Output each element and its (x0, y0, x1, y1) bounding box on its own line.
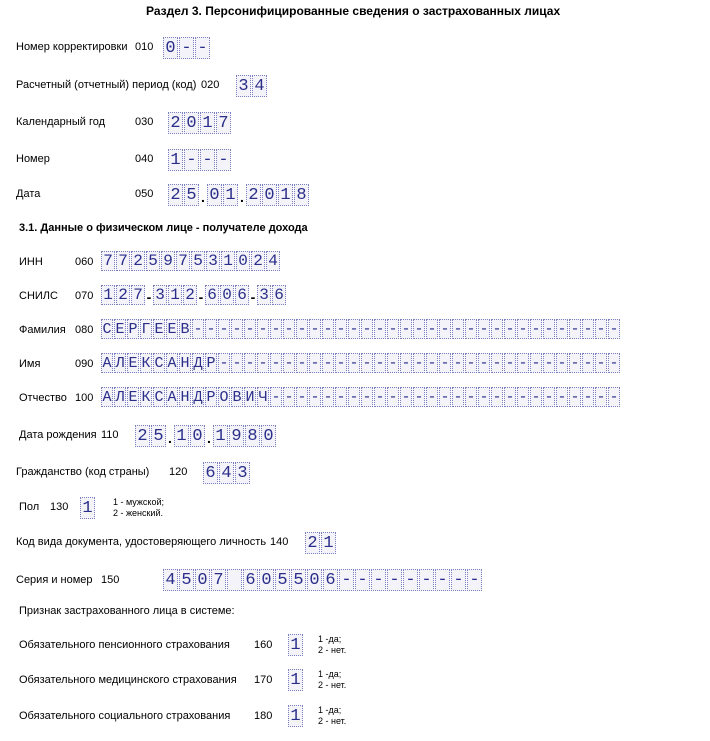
char-cell[interactable]: - (362, 388, 372, 406)
char-cell[interactable]: - (200, 149, 215, 171)
char-cell[interactable]: 5 (275, 569, 290, 591)
char-cell[interactable]: 2 (168, 112, 183, 134)
char-cell[interactable]: 7 (101, 251, 115, 271)
char-cell[interactable]: - (349, 320, 359, 338)
surname-code: 080 (75, 324, 94, 336)
char-cell[interactable]: 0 (190, 425, 205, 447)
snils-cells[interactable] (101, 285, 287, 305)
char-cell[interactable]: - (531, 388, 541, 406)
separator: . (240, 189, 244, 205)
char-cell[interactable] (227, 569, 242, 591)
char-cell[interactable]: - (371, 569, 386, 591)
char-cell[interactable]: - (427, 388, 437, 406)
citizenship-label: Гражданство (код страны) (16, 466, 150, 478)
char-cell[interactable]: И (245, 388, 255, 406)
char-cell[interactable]: 9 (161, 251, 175, 271)
char-cell[interactable]: 5 (191, 251, 205, 271)
char-cell[interactable]: - (479, 354, 489, 372)
medical-cells[interactable] (288, 669, 304, 691)
medical-code: 170 (254, 674, 273, 686)
char-cell[interactable]: - (401, 320, 411, 338)
char-cell[interactable]: - (492, 388, 502, 406)
char-cell[interactable]: - (570, 388, 580, 406)
snils-code: 070 (75, 290, 94, 302)
char-cell[interactable]: 8 (245, 425, 260, 447)
char-cell[interactable]: 1 (288, 634, 303, 656)
char-cell[interactable]: - (195, 37, 210, 59)
separator: - (198, 289, 204, 305)
correction-cells[interactable] (163, 37, 211, 59)
year-cells[interactable] (168, 112, 232, 134)
char-cell[interactable]: - (232, 354, 242, 372)
char-cell[interactable]: Г (141, 320, 151, 338)
char-cell[interactable]: - (596, 320, 606, 338)
char-cell[interactable]: - (505, 388, 515, 406)
char-cell[interactable]: 2 (251, 251, 265, 271)
char-cell[interactable]: 0 (261, 425, 276, 447)
char-cell[interactable]: 0 (259, 569, 274, 591)
char-cell[interactable]: - (414, 388, 424, 406)
char-cell[interactable]: 4 (266, 251, 280, 271)
char-cell[interactable]: - (467, 569, 482, 591)
citizenship-cells[interactable] (203, 462, 251, 484)
char-cell[interactable]: 6 (323, 569, 338, 591)
char-cell[interactable]: - (557, 354, 567, 372)
char-cell[interactable]: 0 (163, 37, 178, 59)
char-cell[interactable]: 0 (262, 184, 277, 206)
char-cell[interactable]: Л (115, 388, 125, 406)
char-cell[interactable]: - (388, 320, 398, 338)
char-cell[interactable]: - (479, 320, 489, 338)
patronymic-label: Отчество (19, 392, 67, 404)
char-cell[interactable]: 2 (246, 184, 261, 206)
char-cell[interactable]: - (531, 354, 541, 372)
char-cell[interactable]: 3 (235, 462, 250, 484)
social-cells[interactable] (288, 705, 304, 727)
char-cell[interactable]: - (596, 354, 606, 372)
medical-label: Обязательного медицинского страхования (19, 674, 237, 686)
char-cell[interactable]: - (206, 320, 216, 338)
char-cell[interactable]: 3 (257, 285, 271, 305)
series-label: Серия и номер (16, 574, 93, 586)
char-cell[interactable]: 0 (220, 285, 234, 305)
char-cell[interactable]: - (245, 354, 255, 372)
char-cell[interactable]: 7 (116, 251, 130, 271)
char-cell[interactable]: - (544, 320, 554, 338)
char-cell[interactable]: - (216, 149, 231, 171)
char-cell[interactable]: Е (128, 354, 138, 372)
pension-note-1: 1 -да; (318, 634, 342, 644)
period-code: 020 (201, 79, 220, 91)
year-code: 030 (135, 116, 154, 128)
char-cell[interactable]: - (518, 320, 528, 338)
char-cell[interactable]: 5 (291, 569, 306, 591)
surname-cells[interactable] (101, 319, 621, 339)
char-cell[interactable]: Л (115, 354, 125, 372)
char-cell[interactable]: С (154, 388, 164, 406)
char-cell[interactable]: 0 (207, 184, 222, 206)
period-label: Расчетный (отчетный) период (код) (16, 79, 197, 91)
birthdate-label: Дата рождения (19, 429, 97, 441)
char-cell[interactable]: - (336, 354, 346, 372)
doc-type-label: Код вида документа, удостоверяющего личность (16, 536, 267, 548)
char-cell[interactable]: - (375, 320, 385, 338)
birthdate-cells[interactable] (135, 425, 277, 447)
char-cell[interactable]: 2 (183, 285, 197, 305)
char-cell[interactable]: 5 (184, 184, 199, 206)
char-cell[interactable]: - (419, 569, 434, 591)
char-cell[interactable]: - (193, 320, 203, 338)
char-cell[interactable]: С (102, 320, 112, 338)
patronymic-code: 100 (75, 392, 94, 404)
char-cell[interactable]: 1 (101, 285, 115, 305)
char-cell[interactable]: К (141, 388, 151, 406)
char-cell[interactable]: 2 (131, 251, 145, 271)
char-cell[interactable]: - (451, 569, 466, 591)
char-cell[interactable]: - (297, 388, 307, 406)
char-cell[interactable]: - (435, 569, 450, 591)
separator: - (146, 289, 152, 305)
char-cell[interactable]: 1 (288, 669, 303, 691)
patronymic-cells[interactable] (101, 387, 621, 407)
char-cell[interactable]: - (349, 388, 359, 406)
char-cell[interactable]: - (557, 320, 567, 338)
doc-type-cells[interactable] (305, 532, 337, 554)
char-cell[interactable]: - (336, 320, 346, 338)
date-cells[interactable] (168, 184, 310, 206)
char-cell[interactable]: 2 (116, 285, 130, 305)
char-cell[interactable]: 3 (236, 75, 251, 97)
char-cell[interactable]: 5 (151, 425, 166, 447)
char-cell[interactable]: - (492, 320, 502, 338)
char-cell[interactable]: 0 (184, 112, 199, 134)
char-cell[interactable]: Е (128, 388, 138, 406)
char-cell[interactable]: - (388, 354, 398, 372)
char-cell[interactable]: - (453, 388, 463, 406)
inn-cells[interactable] (101, 251, 281, 271)
char-cell[interactable]: Р (206, 388, 216, 406)
char-cell[interactable]: - (271, 354, 281, 372)
period-cells[interactable] (236, 75, 268, 97)
char-cell[interactable]: - (401, 388, 411, 406)
separator: . (201, 189, 205, 205)
char-cell[interactable]: 6 (235, 285, 249, 305)
char-cell[interactable]: - (284, 388, 294, 406)
char-cell[interactable]: - (362, 320, 372, 338)
social-code: 180 (254, 710, 273, 722)
char-cell[interactable]: - (440, 354, 450, 372)
char-cell[interactable]: - (414, 354, 424, 372)
char-cell[interactable]: - (310, 388, 320, 406)
char-cell[interactable]: Д (193, 354, 203, 372)
char-cell[interactable]: - (453, 320, 463, 338)
series-cells[interactable] (163, 569, 483, 591)
char-cell[interactable]: - (544, 388, 554, 406)
char-cell[interactable]: Н (180, 354, 190, 372)
birthdate-code: 110 (101, 429, 119, 441)
char-cell[interactable]: - (219, 354, 229, 372)
char-cell[interactable]: 1 (223, 184, 238, 206)
char-cell[interactable]: - (271, 320, 281, 338)
char-cell[interactable]: - (349, 354, 359, 372)
char-cell[interactable]: 7 (131, 285, 145, 305)
char-cell[interactable]: - (297, 354, 307, 372)
char-cell[interactable]: 1 (168, 285, 182, 305)
char-cell[interactable]: - (403, 569, 418, 591)
char-cell[interactable]: - (505, 354, 515, 372)
char-cell[interactable]: - (609, 388, 619, 406)
char-cell[interactable]: 6 (272, 285, 286, 305)
char-cell[interactable]: Н (180, 388, 190, 406)
char-cell[interactable]: Р (128, 320, 138, 338)
char-cell[interactable]: В (232, 388, 242, 406)
char-cell[interactable]: - (531, 320, 541, 338)
social-label: Обязательного социального страхования (19, 710, 231, 722)
pension-note-2: 2 - нет. (318, 645, 347, 655)
char-cell[interactable]: 4 (252, 75, 267, 97)
char-cell[interactable]: - (179, 37, 194, 59)
char-cell[interactable]: О (219, 388, 229, 406)
char-cell[interactable]: - (427, 320, 437, 338)
char-cell[interactable]: 2 (135, 425, 150, 447)
series-code: 150 (101, 574, 120, 586)
char-cell[interactable]: 1 (288, 705, 303, 727)
char-cell[interactable]: 2 (168, 184, 183, 206)
char-cell[interactable]: С (154, 354, 164, 372)
char-cell[interactable]: 1 (278, 184, 293, 206)
char-cell[interactable]: 6 (203, 462, 218, 484)
char-cell[interactable]: - (466, 320, 476, 338)
char-cell[interactable]: - (219, 320, 229, 338)
char-cell[interactable]: 1 (221, 251, 235, 271)
char-cell[interactable]: - (466, 354, 476, 372)
number-code: 040 (135, 153, 154, 165)
year-label: Календарный год (16, 116, 106, 128)
char-cell[interactable]: - (284, 320, 294, 338)
char-cell[interactable]: - (375, 388, 385, 406)
gender-label: Пол (19, 501, 40, 513)
section-3-1-title: 3.1. Данные о физическом лице - получателе дохода (19, 222, 308, 234)
char-cell[interactable]: 0 (307, 569, 322, 591)
char-cell[interactable]: - (388, 388, 398, 406)
char-cell[interactable]: 8 (294, 184, 309, 206)
pension-cells[interactable] (288, 634, 304, 656)
char-cell[interactable]: 1 (200, 112, 215, 134)
char-cell[interactable]: В (180, 320, 190, 338)
social-note-2: 2 - нет. (318, 716, 347, 726)
char-cell[interactable]: - (440, 320, 450, 338)
char-cell[interactable]: 4 (163, 569, 178, 591)
char-cell[interactable]: - (570, 354, 580, 372)
pension-code: 160 (254, 639, 273, 651)
medical-note-1: 1 -да; (318, 669, 342, 679)
citizenship-code: 120 (169, 466, 188, 478)
char-cell[interactable]: - (518, 354, 528, 372)
char-cell[interactable]: - (440, 388, 450, 406)
insured-title: Признак застрахованного лица в системе: (19, 605, 235, 617)
char-cell[interactable]: Е (115, 320, 125, 338)
firstname-label: Имя (19, 358, 41, 370)
char-cell[interactable]: 7 (211, 569, 226, 591)
doc-type-code: 140 (270, 536, 289, 548)
char-cell[interactable]: А (167, 354, 177, 372)
gender-code: 130 (50, 501, 69, 513)
char-cell[interactable]: - (466, 388, 476, 406)
char-cell[interactable]: 3 (206, 251, 220, 271)
char-cell[interactable]: 1 (168, 149, 183, 171)
char-cell[interactable]: - (583, 354, 593, 372)
char-cell[interactable]: - (596, 388, 606, 406)
char-cell[interactable]: - (271, 388, 281, 406)
char-cell[interactable]: 2 (305, 532, 320, 554)
char-cell[interactable]: 0 (236, 251, 250, 271)
char-cell[interactable]: - (323, 354, 333, 372)
char-cell[interactable]: 9 (229, 425, 244, 447)
char-cell[interactable]: - (310, 320, 320, 338)
firstname-cells[interactable] (101, 353, 621, 373)
correction-label: Номер корректировки (16, 41, 128, 53)
char-cell[interactable]: 1 (80, 497, 95, 519)
gender-cells[interactable] (80, 497, 96, 519)
inn-code: 060 (75, 256, 94, 268)
char-cell[interactable]: 1 (174, 425, 189, 447)
correction-code: 010 (135, 41, 154, 53)
pension-label: Обязательного пенсионного страхования (19, 639, 230, 651)
medical-note-2: 2 - нет. (318, 680, 347, 690)
gender-note-1: 1 - мужской; (113, 497, 164, 507)
char-cell[interactable]: - (258, 354, 268, 372)
char-cell[interactable]: - (609, 320, 619, 338)
char-cell[interactable]: Р (206, 354, 216, 372)
char-cell[interactable]: - (518, 388, 528, 406)
char-cell[interactable]: 5 (146, 251, 160, 271)
char-cell[interactable]: 7 (216, 112, 231, 134)
char-cell[interactable]: - (310, 354, 320, 372)
surname-label: Фамилия (19, 324, 66, 336)
char-cell[interactable]: - (505, 320, 515, 338)
number-label: Номер (16, 153, 50, 165)
char-cell[interactable]: 1 (321, 532, 336, 554)
char-cell[interactable]: - (184, 149, 199, 171)
char-cell[interactable]: Д (193, 388, 203, 406)
char-cell[interactable]: - (453, 354, 463, 372)
char-cell[interactable]: Е (154, 320, 164, 338)
snils-label: СНИЛС (19, 290, 58, 302)
char-cell[interactable]: К (141, 354, 151, 372)
separator: - (250, 289, 256, 305)
char-cell[interactable]: 3 (153, 285, 167, 305)
char-cell[interactable]: А (167, 388, 177, 406)
char-cell[interactable]: - (492, 354, 502, 372)
char-cell[interactable]: - (557, 388, 567, 406)
inn-label: ИНН (19, 256, 43, 268)
char-cell[interactable]: - (297, 320, 307, 338)
date-label: Дата (16, 188, 41, 200)
date-code: 050 (135, 188, 154, 200)
char-cell[interactable]: Ч (258, 388, 268, 406)
char-cell[interactable]: - (258, 320, 268, 338)
char-cell[interactable]: 6 (243, 569, 258, 591)
char-cell[interactable]: 0 (195, 569, 210, 591)
char-cell[interactable]: - (232, 320, 242, 338)
char-cell[interactable]: - (479, 388, 489, 406)
firstname-code: 090 (75, 358, 94, 370)
char-cell[interactable]: - (355, 569, 370, 591)
char-cell[interactable]: А (102, 354, 112, 372)
social-note-1: 1 -да; (318, 705, 342, 715)
separator: . (207, 430, 211, 446)
char-cell[interactable]: - (339, 569, 354, 591)
char-cell[interactable]: - (387, 569, 402, 591)
char-cell[interactable]: - (583, 388, 593, 406)
char-cell[interactable]: - (245, 320, 255, 338)
char-cell[interactable]: 5 (179, 569, 194, 591)
char-cell[interactable]: - (401, 354, 411, 372)
char-cell[interactable]: 1 (213, 425, 228, 447)
char-cell[interactable]: - (284, 354, 294, 372)
gender-note-2: 2 - женский. (113, 508, 163, 518)
char-cell[interactable]: - (427, 354, 437, 372)
char-cell[interactable]: 6 (205, 285, 219, 305)
section-title: Раздел 3. Персонифицированные сведения о застрахованных лицах (146, 4, 561, 18)
char-cell[interactable]: - (583, 320, 593, 338)
char-cell[interactable]: - (375, 354, 385, 372)
number-cells[interactable] (168, 149, 232, 171)
char-cell[interactable]: - (544, 354, 554, 372)
char-cell[interactable]: - (570, 320, 580, 338)
separator: . (168, 430, 172, 446)
char-cell[interactable]: - (336, 388, 346, 406)
char-cell[interactable]: - (414, 320, 424, 338)
char-cell[interactable]: - (323, 388, 333, 406)
char-cell[interactable]: Е (167, 320, 177, 338)
char-cell[interactable]: - (362, 354, 372, 372)
char-cell[interactable]: 4 (219, 462, 234, 484)
char-cell[interactable]: - (609, 354, 619, 372)
char-cell[interactable]: А (102, 388, 112, 406)
char-cell[interactable]: - (323, 320, 333, 338)
char-cell[interactable]: 7 (176, 251, 190, 271)
